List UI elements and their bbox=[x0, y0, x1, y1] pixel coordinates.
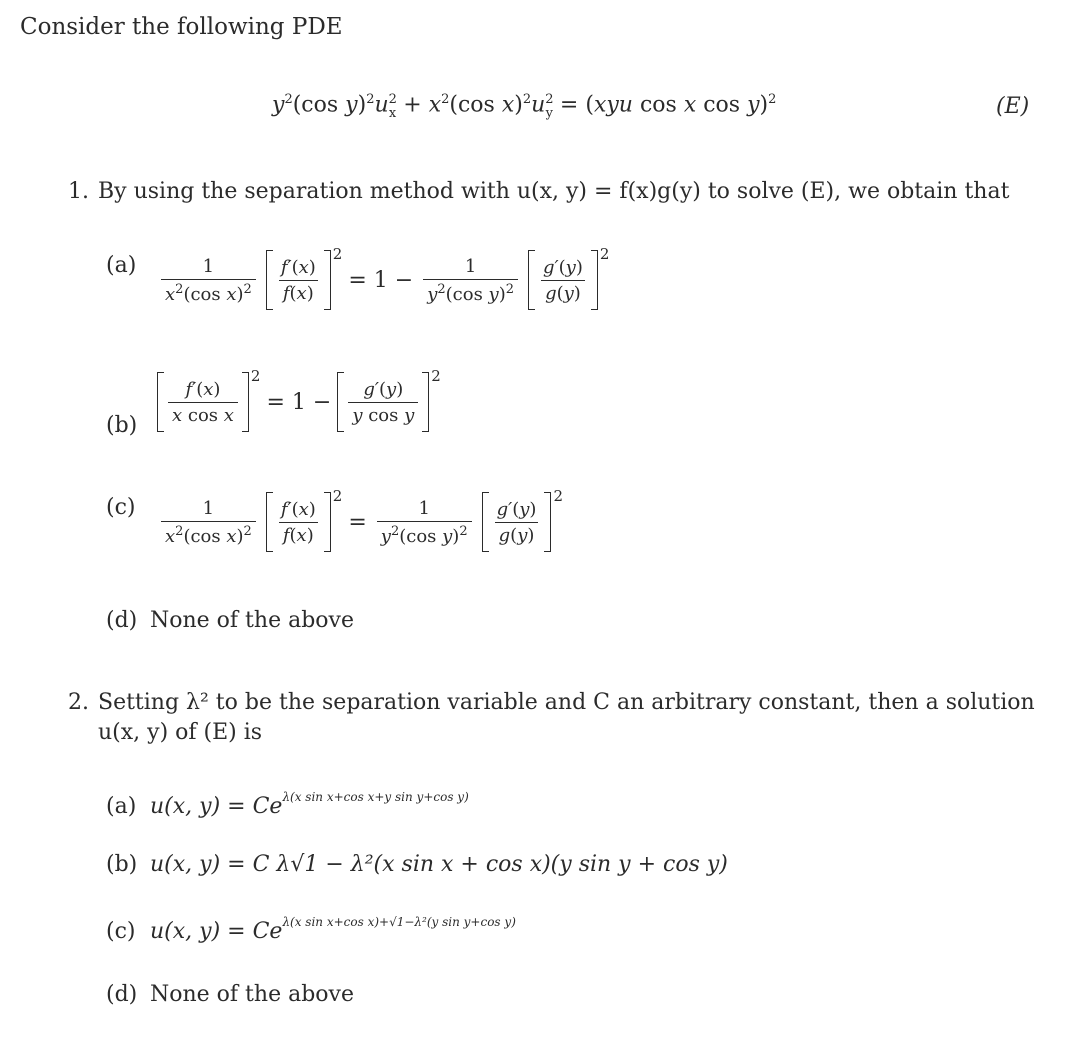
q2-option-a-prefix: u(x, y) = Ce bbox=[150, 794, 283, 819]
q1-option-d-text: None of the above bbox=[150, 608, 354, 633]
q1-option-b[interactable] bbox=[106, 367, 441, 438]
q2-option-a-exponent: λ(x sin x+cos x+y sin y+cos y) bbox=[282, 790, 469, 804]
q2-option-b-text: u(x, y) = C λ√1 − λ²(x sin x + cos x)(y sin y + cos y) bbox=[150, 852, 728, 877]
q2-option-c[interactable] bbox=[106, 915, 516, 944]
question-2 bbox=[68, 688, 1048, 748]
question-1-text: By using the separation method with u(x, y) = f(x)g(y) to solve (E), we obtain that bbox=[98, 179, 1010, 204]
intro-text: Consider the following PDE bbox=[20, 14, 343, 40]
q2-option-b[interactable] bbox=[106, 852, 728, 877]
question-2-text-line2: u(x, y) of (E) is bbox=[98, 720, 263, 745]
q2-option-c-label: (c) bbox=[106, 919, 136, 944]
q2-option-d-text: None of the above bbox=[150, 982, 354, 1007]
q1-option-b-formula: $\frac{f'(x)}{\text{x cos x}}$ 2 = 1 − $\frac{g'(y)}{\text{y cos y}}$ 2 bbox=[157, 372, 441, 432]
q1-option-a-formula: $\frac{1}{x^2(\cos x)^2}$ $\frac{f'(x)}{f(x)}$ 2 = 1 − $\frac{1}{y^2(\cos y)^2}$ $\frac{g'(y)}{g(y)}$ 2 bbox=[157, 250, 609, 310]
question-2-text-line1: Setting λ² to be the separation variable and C an arbitrary constant, then a solution bbox=[98, 690, 1035, 715]
q2-option-a[interactable] bbox=[106, 790, 469, 819]
q1-option-c-formula: $\frac{1}{x^2(\cos x)^2}$ $\frac{f'(x)}{f(x)}$ 2 = $\frac{1}{y^2(\cos y)^2}$ $\frac{g'(y)}{g(y)}$ 2 bbox=[157, 492, 563, 552]
q1-option-a-label: (a) bbox=[106, 252, 137, 278]
q2-option-d-label: (d) bbox=[106, 982, 138, 1007]
q1-option-c[interactable] bbox=[106, 487, 563, 552]
question-1-number: 1. bbox=[68, 179, 89, 204]
q2-option-b-label: (b) bbox=[106, 852, 138, 877]
main-pde-equation: $y^2(\cos$ $y)^2u^2_x + x^2(\cos$ $x)^2u^2_y = (xyu$ cos x cos y)$^2$ bbox=[272, 92, 777, 121]
q2-option-c-prefix: u(x, y) = Ce bbox=[150, 919, 283, 944]
q2-option-c-exponent: λ(x sin x+cos x)+√1−λ²(y sin y+cos y) bbox=[282, 915, 516, 929]
q2-option-d[interactable] bbox=[106, 982, 354, 1007]
q1-option-d[interactable] bbox=[106, 608, 354, 633]
q2-option-a-label: (a) bbox=[106, 794, 137, 819]
q1-option-c-label: (c) bbox=[106, 494, 136, 520]
question-2-number: 2. bbox=[68, 690, 89, 715]
q1-option-d-label: (d) bbox=[106, 608, 138, 633]
equation-tag: (E) bbox=[996, 94, 1030, 119]
question-1 bbox=[68, 177, 1048, 207]
q1-option-b-label: (b) bbox=[106, 413, 138, 438]
q1-option-a[interactable] bbox=[106, 245, 610, 310]
